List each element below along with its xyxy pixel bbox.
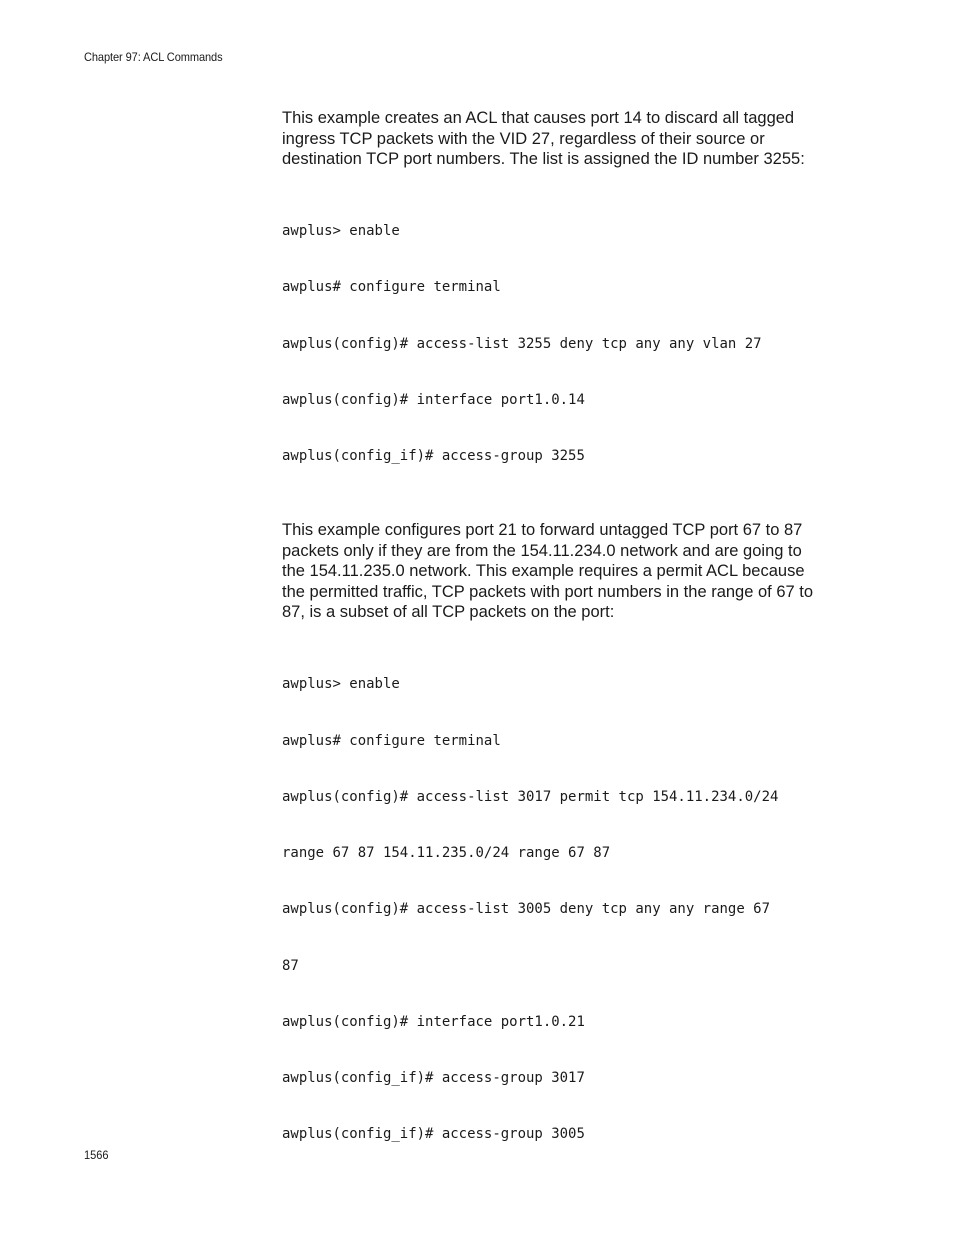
code-line: awplus(config_if)# access-group 3005 (282, 1126, 585, 1143)
code-line: awplus> enable (282, 223, 400, 239)
page-number: 1566 (84, 1148, 109, 1162)
code-line: awplus(config_if)# access-group 3017 (282, 1070, 585, 1086)
code-line: awplus> enable (282, 676, 400, 693)
code-line: awplus(config)# interface port1.0.21 (282, 1013, 585, 1030)
code-line: awplus(config)# access-list 3255 deny tcp any any vlan 27 (282, 335, 762, 352)
example-description-2: This example configures port 21 to forward untagged TCP port 67 to 87 packets only if they are from the 154.11.234.0 network and are going to the 154.11.235.0 network. This example requires a permit ACL because the permitted traffic, TCP packets with port numbers in the range of 67 to 87, is a subset of all TCP packets on the port: (282, 521, 814, 622)
code-line: awplus# configure terminal (282, 732, 501, 749)
page-content (282, 108, 842, 1182)
example-description-1: This example creates an ACL that causes port 14 to discard all tagged ingress TCP packets with the VID 27, regardless of their source or destination TCP port numbers. The list is assigned the ID number 3255: (282, 109, 805, 168)
code-line: range 67 87 154.11.235.0/24 range 67 87 (282, 845, 611, 861)
code-line: awplus(config_if)# access-group 3255 (282, 448, 585, 464)
running-header (84, 50, 223, 64)
code-line: awplus(config)# interface port1.0.14 (282, 391, 585, 408)
code-example-2 (282, 638, 834, 1182)
code-example-1 (282, 185, 834, 504)
code-line: 87 (282, 957, 299, 974)
code-line: awplus(config)# access-list 3017 permit tcp 154.11.234.0/24 (282, 788, 779, 805)
code-line: awplus(config)# access-list 3005 deny tcp any any range 67 (282, 901, 770, 918)
chapter-title: Chapter 97: ACL Commands (84, 50, 223, 64)
code-line: awplus# configure terminal (282, 279, 501, 296)
